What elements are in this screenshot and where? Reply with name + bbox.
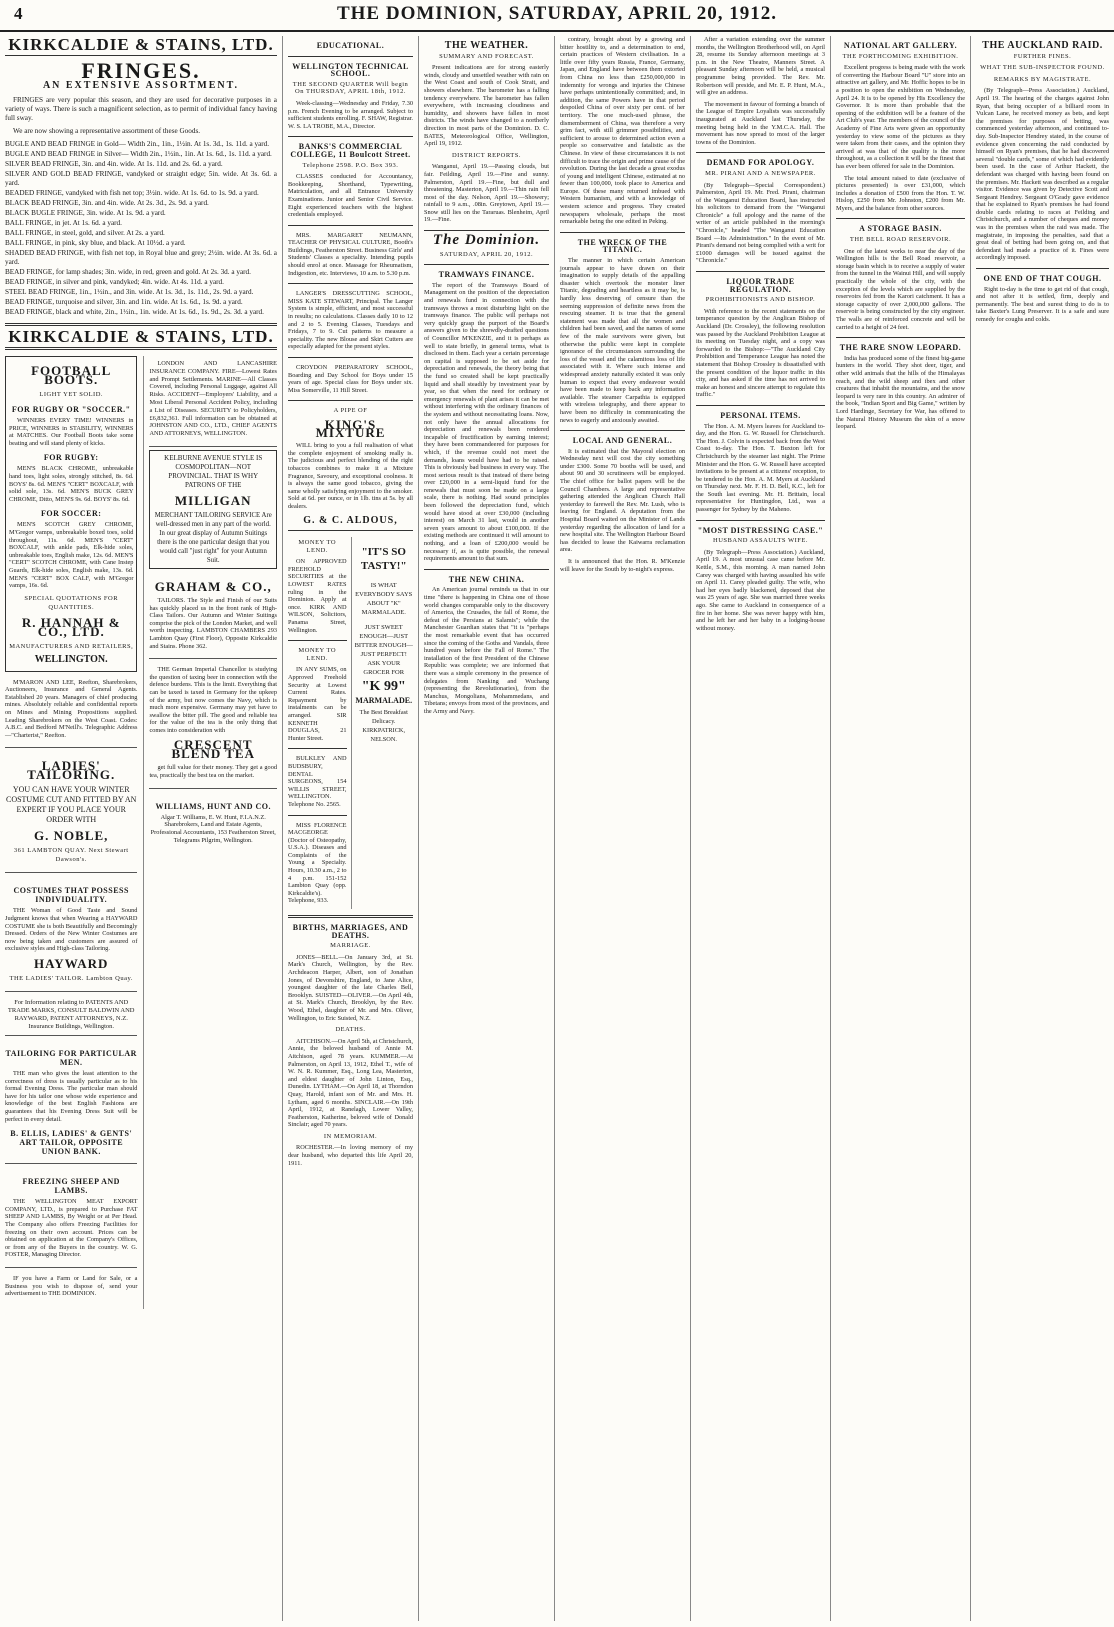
page-number: 4 (14, 4, 23, 23)
deaths-title: DEATHS. (335, 1026, 366, 1034)
tasty-text-2: JUST SWEET ENOUGH—JUST BITTER ENOUGH—JUST PERFECT! ASK YOUR GROCER FOR (354, 624, 413, 677)
raid-text: (By Telegraph—Press Association.) Auckland, April 19. The hearing of the charges against John Ryan, that being occupier of a billiard room in Vulcan Lane, he received money as bets, and kept the premises for purposes of betting, was commenced yesterday afternoon, and continued to-day. Sub-Inspector Hendrey stated, in the course of evidence given concerning the raid conducted by himself on Ryan's premises, that he had discovered several "double cards," some of which had evidently been used. In the case of Arthur Hackett, the defendant was charged with having been found on the premises. Mr. Hackett was described as a regular visitor. Evidence was given by Detective Scott and Sergeant Hendrey. Sergeant O'Grady gave evidence that he explained to Ryan's premises he had found double cards relating to races at Feilding and Christchurch, and a number of cheques and money was in the premises when the raid was made. The magistrate, in imposing the penalties, said that a great deal of betting had been going on, and that defendant had made a practice of it. Fines were accordingly imposed. (976, 87, 1109, 262)
raid-subtitle-1: FURTHER FINES. (1013, 52, 1072, 60)
storage-title: A STORAGE BASIN. (859, 224, 942, 234)
tailoring-text: THE man who gives the least attention to the correctness of dress is usually particular as to his formal Evening Dress. The particular man should have for his tailor one whose wide experience and knowledge of the best English Fashions are guarantees that his Evening Dress Suit will be perfect in every detail. (5, 1070, 138, 1123)
titanic-text: The manner in which certain American journals appear to have drawn on their imagination to supply details of the appalling disaster which overtook the monster liner Titanic, degrading and heartless as it may be, is hardly less deserving of censure than the seeming suppression of definite news from the rescuing steamer. It is true that the general statement was made that all the women and children had been saved, and the names of some few of the male survivors were given, but otherwise the public were kept in complete ignorance of the circumstances surrounding the loss of the vessel and the calamitous loss of life associated with it. Where such intense and widespread anxiety naturally existed it was only human to expect that every endeavour would have been made to keep back any information available. The steamer Carpathia is equipped with wireless telegraphy, and there appear to have been no difficulty in communicating the news to eagerly and anxiously awaited. (560, 257, 685, 424)
raid-subtitle-2: WHAT THE SUB-INSPECTOR FOUND. (980, 64, 1105, 72)
graham-ad (149, 572, 277, 659)
memoriam-text: ROCHESTER.—In loving memory of my dear husband, who departed this life April 20, 1911. (288, 1144, 413, 1167)
rugby-text: MEN'S BLACK CHROME, unbreakable hand toes, light soles, strongly stitched, 8s. 6d. BOYS' 8s. 6d. MEN'S "CERT" BOXCALF, with solid sole, 13s. 6d. MEN'S BUCK GREY CHROME, Ditto, MEN'S 9s. 6d. BOYS' 8s. 6d. (9, 465, 134, 503)
ad-subcolumn-left (5, 356, 137, 1309)
fringes-intro: FRINGES are very popular this season, and they are used for decorative purposes in a variety of ways. There is such a magnificent selection, as to permit of individual fancy having full sway. (5, 96, 277, 122)
german-text: THE German Imperial Chancellor is studying the question of taxing beer in connection with the defence burdens. This is the limit. Everything that can be taxed is taxed in Germany for the upkeep of the army, but now comes the Navy, which is much more expensive. Germany may yet have to swallow the bitter pill. The good and reliable tea for the value of the tea is the only thing that comes into consideration with (149, 666, 277, 734)
london-insurance-ad (149, 356, 277, 447)
graham-text: TAILORS. The Style and Finish of our Suits has quickly placed us in the front rank of High-Class Tailors. Our Autumn and Winter Suitings comprise the pick of the London Market, and well worth inspecting. LAMBTON CHAMBERS 293 Lambton Quay (First Floor), Opposite Kirkcaldie and Stains. Phone 362. (149, 596, 277, 650)
column-news-2 (831, 36, 971, 1621)
hannah-name: R. HANNAH & CO., LTD. (21, 614, 121, 639)
local-text-2: It is announced that the Hon. R. M'Kenzie will leave for the South by to-night's express. (560, 558, 685, 573)
football-subtitle: LIGHT YET SOLID. (39, 391, 104, 398)
fringe-item: SHADED BEAD FRINGE, with fish net top, in Royal blue and grey; 2½in. wide. At 3s. 6d. a yard. (5, 249, 277, 266)
district-text: Wanganui, April 19.—Passing clouds, but fair. Feilding, April 19.—Fine and sunny. Palmerston, April 19.—Fine, but dull and threatening. Masterton, April 19.—Thin rain fell most of the day. Nelson, April 19.—Showery; rainfall to 9 a.m., .08in. Greytown, April 19.—Snow still lies on the Tararuas. Blenheim, April 19.—Fine. (424, 163, 549, 224)
gallery-text-2: The total amount raised to date (exclusive of pictures presented) is over £31,000, which includes a donation of £500 from the Hon. T. W. Hislop, £250 from Mr. Johnston, £200 from Mr. Myers, and the balance from other sources. (836, 174, 965, 212)
tramways-text: The report of the Tramways Board of Management on the position of the depreciation and renewals fund in connection with the tramways throws a most disturbing light on the tramways finance. The public will perhaps not very quickly grasp the purport of the Board's answers given to the shrewdly-drafted questions of Councillor M'KENZIE, and it is perhaps as well to state briefly, in general terms, what is disclosed in them. Each year a certain percentage on capital is supposed to be set aside for depreciation and renewals, the theory being that the fund so created shall be kept practically liquid and shall steadily by investment year by year, so that when the need for ordinary or emergency renewals of plant arises it can be met without interfering with the ordinary finances of the system and without necessitating loans. Now, not only have the annual allocations for depreciation and renewals been rendered incapable of fructification by earning interest; they have been commandeered for purposes for which, if the revenue could not meet the demands, loans would have had to be raised. This is obviously bad business in every way. The most serious result is that instead of there being over £20,000 in a semi-liquid fund for the renewals that must soon be made on a large scale, there is nothing. Had sound principles been followed the depreciation fund, which would have stood at over £30,000 (including interest) on March 31 last, would in another seven years amount to about £100,000. If the existing methods are continued it will amount to nothing, and a loan of £200,000 would be necessary if, as is quite possible, the renewal requirements amount to that sum. (424, 281, 549, 563)
k99-label: "K 99" (361, 679, 406, 695)
gallery-title: NATIONAL ART GALLERY. (843, 41, 958, 50)
milligan-ad (149, 450, 277, 569)
league-text: The movement in favour of forming a branch of the League of Empire Loyalists was successfully inaugurated at Auckland last Thursday, the meeting being held in the Y.M.C.A. Hall. The movement has now spread to most of the larger towns of the Dominion. (696, 100, 825, 146)
milligan-text: MERCHANT TAILORING SERVICE Are well-dressed men in any part of the world. In our great display of Autumn Suitings there is the one particular design that you would call "just right" for your Autumn Suit. (154, 511, 272, 564)
fringes-showing: We are now showing a representative assortment of these Goods. (13, 127, 201, 135)
football-ad (5, 356, 137, 672)
williams-name: WILLIAMS, HUNT AND CO. (155, 801, 271, 811)
freezing-ad (5, 1167, 137, 1268)
fringe-item: BEAD FRINGE, in silver and pink, vandyked; 4in. wide. At 4s. 11d. a yard. (5, 278, 224, 286)
column-editorial (419, 36, 555, 1621)
dominion-logo: The Dominion. (432, 232, 541, 249)
personal-text: The Hon. A. M. Myers leaves for Auckland to-day, and the Hon. G. W. Russell for Christchurch. The Hon. J. Colvin is expected back from the West Coast to-day. The Hon. T. Buxton left for Christchurch by the steamer last night. The Prime Minister and the Hon. G. W. Russell have accepted invitations to be present at a citizens' reception, to be tendered to the Hon. A. M. Myers at Auckland on Thursday next. Mr. F. H. D. Bell, K.C., left for the South last evening. Mr. H. Brittain, local representative for Huntingdon, Ltd., was a passenger for Sydney by the Maheno. (696, 422, 825, 514)
fringe-item: BALL FRINGE, in jet. At 1s. 6d. a yard. (5, 219, 122, 227)
weather-subtitle: SUMMARY AND FORECAST. (439, 52, 534, 60)
distressing-text: (By Telegraph—Press Association.) Auckland, April 19. A most unusual case came before Mr. Kettle, S.M., this morning. A man named John Carey was charged with having assaulted his wife on April 11. Carey pleaded guilty. The wife, who had her eyes badly blackened, deposed that she was 25 years of age. She was married three weeks ago. She came to Auckland in consequence of a fire in her home. She was never happy with him, and he left her and her baby in a lodging-house without money. (696, 548, 825, 632)
money2-title: MONEY TO LEND. (298, 647, 337, 662)
raid-title: THE AUCKLAND RAID. (982, 40, 1103, 51)
football-for: FOR RUGBY OR "SOCCER." (11, 405, 131, 414)
ad-subcolumn-right (143, 356, 277, 1309)
fringe-item: BLACK BUGLE FRINGE, 3in. wide. At 1s. 9d. a yard. (5, 209, 166, 217)
ladies-tailoring-ad (5, 751, 137, 873)
snow-text: India has produced some of the finest big-game hunters in the world. They shot deer, tiger, and other wild animals that the hills of the Himalayas reach, and the wild sheep and ibex and other creatures that inhabit the mountains, and the snow leopard is very rare in this country. An admirer of the book, "Indian Sport and Big Game," written by Lord Hardinge, Secretary for War, has offered to the Natural History Museum the skin of a snow leopard. (836, 354, 965, 431)
fringes-title: FRINGES. (81, 58, 201, 83)
costumes-text: THE Woman of Good Taste and Sound Judgment knows that when Wearing a HAYWARD COSTUME she is both Beautifully and Becomingly Dressed. Orders of the New Winter Costumes are now being taken and customers are assured of exclusive styles and High-class Tailoring. (5, 907, 138, 953)
col2-left-ads (288, 537, 347, 909)
crescent-tea-ad (149, 662, 277, 789)
tailoring-title: TAILORING FOR PARTICULAR MEN. (5, 1049, 137, 1067)
distressing-title: "MOST DISTRESSING CASE." (697, 525, 824, 535)
kings-mixture: KING'S MIXTURE (315, 416, 386, 440)
graham-name: GRAHAM & CO., (154, 578, 272, 594)
newchina-title: THE NEW CHINA. (448, 574, 525, 584)
ladies-title: LADIES' TAILORING. (27, 758, 116, 783)
personal-title: PERSONAL ITEMS. (720, 410, 801, 420)
storage-subtitle: THE BELL ROAD RESERVOIR. (849, 236, 952, 244)
marriage-title: MARRIAGE. (330, 942, 371, 950)
money1-text: ON APPROVED FREEHOLD SECURITIES at the LOWEST RATES ruling in the Dominion. Apply at once. KIRK AND WILSON, Solicitors, Panama Street, Wellington. (288, 558, 347, 634)
costumes-title: COSTUMES THAT POSSESS INDIVIDUALITY. (13, 886, 129, 905)
demand-subtitle: MR. PIRANI AND A NEWSPAPER. (705, 169, 816, 177)
tech-school: WELLINGTON TECHNICAL SCHOOL. (292, 61, 409, 79)
local-title: LOCAL AND GENERAL. (572, 436, 673, 446)
tech-text: Week-classing—Wednesday and Friday, 7.30 p.m. French Evening to be arranged. Subject to sufficient students enrolling. F. SHAW, Registrar. W. S. LA TROBE, M.A., Director. (288, 99, 413, 130)
column-news-3 (971, 36, 1114, 1621)
ladies-text: YOU CAN HAVE YOUR WINTER COSTUME CUT AND FITTED BY AN EXPERT IF YOU PLACE YOUR ORDER WITH (5, 785, 137, 825)
fringe-item: BALL FRINGE, in pink, sky blue, and black. At 10½d. a yard. (5, 239, 186, 247)
farm-text: IF you have a Farm or Land for Sale, or a Business you wish to dispose of, send your advertisement to THE DOMINION. (5, 1274, 138, 1298)
column-editorial-2 (555, 36, 691, 1621)
weather-title: THE WEATHER. (444, 40, 529, 51)
fringe-item: BEAD FRINGE, turquoise and silver, 3in. and 1in. wide. At 1s. 6d., 1s. 9d. a yard. (5, 298, 243, 306)
aldous-name: G. & C. ALDOUS, (303, 514, 398, 526)
gallery-text: Excellent progress is being made with the work of converting the Harbour Board "U" store into an attractive art gallery, and Mr. Hoffic hopes to be in a position to open the exhibition on Wednesday, April 24. It is to be opened by His Excellency the Governor. It is more than probable that the opening of the exhibition will be a feature of the Art Club's year. The members of the council of the Academy of Fine Arts were given an opportunity yesterday to view some of the pictures as they were taken from their cases, and the opinion they arrived at was that of the quality is the more throughout, as a collection it will be the finest that has ever been offered for sale in the Dominion. (836, 64, 965, 170)
noble-name: G. NOBLE, (34, 828, 109, 844)
hannah-sub: MANUFACTURERS AND RETAILERS, (9, 642, 134, 650)
maron-text: M'MARON AND LEE, Reefton, Sharebrokers, Auctioneers, Insurance and General Agents. Established 20 years. Managers of chief producing mines. Absolutely reliable and confidential reports on Mines and Mining Propositions supplied. Leading Sharebrokers on the West Coast. Codes: A.B.C. and Bedford M'Neill's. Telegraphic Address—"Charterist," Reefton. (5, 678, 138, 739)
cough-title: ONE END OF THAT COUGH. (983, 274, 1102, 284)
banks-phone: Telephone 2598. P.O. Box 393. (302, 161, 399, 169)
hayward-sub: THE LADIES' TAILOR. Lambton Quay. (9, 975, 133, 982)
marriage-text: JONES—BELL.—On January 3rd, at St. Mark's Church, Wellington, by the Rev. Archdeacon Harper, Albert, son of Jonathan Jones, of Devonshire, England, to Jane Alice, youngest daughter of the late Charles Bell, Brooklyn. SUISTED—OLIVER.—On April 4th, at St. Mark's Church, Brooklyn, by the Rev. Wood, Ethel, daughter of Mr. and Mrs. Oliver, Wellington, to Eric Suisted, N.Z. (288, 953, 413, 1022)
noble-address: 361 LAMBTON QUAY. Next Stewart Dawson's. (13, 847, 129, 864)
distressing-subtitle: HUSBAND ASSAULTS WIFE. (713, 537, 808, 545)
storage-text: One of the latest works to near the day of the Wellington hills is the Bell Road reservoir, a storage basin which is to receive a supply of water from the tunnel in the Wainui Hill, and will supply practically the whole of the city, with the exception of the levels which are supplied by the reservoirs fed from the Karori catchment. It has a storage capacity of over 2,000,000 gallons. The reservoir is being constructed by the city engineer. The walls are of reinforced concrete and will be carried to a height of 24 feet. (836, 247, 965, 331)
column-educational (283, 36, 419, 1621)
farm-ad (5, 1271, 137, 1306)
tasty-headline: "IT'S SO TASTY!" (360, 546, 407, 573)
croydon-text: CROYDON PREPARATORY SCHOOL, Boarding and Day School for Boys under 15 years of age. Special class for Boys under six. Miss Somerville, 11 Hill Street. (288, 364, 413, 394)
marmalade-ad (351, 537, 414, 909)
newspaper-title: THE DOMINION, SATURDAY, APRIL 20, 1912. (336, 3, 777, 24)
langer-text: LANGER'S DRESSCUTTING SCHOOL, MISS KATE STEWART, Principal. The Langer System is simple, efficient, and most successful in results; no calculations. Classes daily 10 to 12 and 2 to 5. Evening Classes, Tuesdays and Fridays, 7 to 9. Cut patterns to measure a speciality. The new Blouse and Skirt Cutters are especially adapted for the present styles. (288, 290, 413, 351)
fringe-item: BEAD FRINGE, for lamp shades; 3in. wide, in red, green and gold. At 2s. 3d. a yard. (5, 268, 251, 276)
second-quarter: THE SECOND QUARTER Will begin On THURSDAY, APRIL 18th, 1912. (292, 80, 409, 96)
weather-text: Present indications are for strong easterly winds, cloudy and unsettled weather with rain on the West Coast and south of Cook Strait, and showers elsewhere. The barometer has a falling tendency everywhere. The barometer has fallen everywhere, with increasing cloudiness and humidity, and showers have fallen in most districts. The winds have changed to a northerly direction in most parts of the Dominion. D. C. BATES, Meteorological Office, Wellington, April 19, 1912. (424, 64, 549, 148)
titanic-title: THE WRECK OF THE TITANIC. (577, 237, 668, 255)
pipe-title: A PIPE OF (333, 407, 368, 415)
snow-title: THE RARE SNOW LEOPARD. (839, 343, 962, 353)
fringe-item: STEEL BEAD FRINGE, 1in., 1½in., and 3in. wide. At 1s. 3d., 1s. 11d., 2s. 9d. a yard. (5, 288, 254, 296)
fringe-item: BUGLE AND BEAD FRINGE in Gold— Width 2in., 1in., 1½in. At 1s. 3d., 1s. 11d. a yard. (5, 140, 270, 148)
for-soccer-heading: FOR SOCCER: (41, 509, 102, 519)
tailoring-ad (5, 1039, 137, 1164)
money1-title: MONEY TO LEND. (298, 539, 337, 554)
fringe-item: BLACK BEAD FRINGE, 3in. and 4in. wide. At 2s. 3d., 2s. 9d. a yard. (5, 199, 209, 207)
masthead (0, 0, 1114, 32)
column-news (691, 36, 831, 1621)
tasty-text: IS WHAT EVERYBODY SAYS ABOUT "K" MARMALADE. (355, 582, 413, 617)
neumann-text: MRS. MARGARET NEUMANN, TEACHER OF PHYSICAL CULTURE, Booth's Buildings, Featherston Street. Business Girls' and Students' Classes a speciality. Intending pupils should enrol at once. Massage for Rheumatism, Indigestion, etc. Interviews, 10 a.m. to 5.30 p.m. (288, 231, 413, 277)
column-advertisements (0, 36, 283, 1621)
bulkley-text: BULKLEY AND BUDSBURY, DENTAL SURGEONS, 154 WILLIS STREET, WELLINGTON. Telephone No. 2565. (288, 755, 347, 808)
brotherhood-text: After a variation extending over the summer months, the Wellington Brotherhood will, on April 28, resume its Sunday afternoon meetings at 3 p.m. in the New Theatre, Manners Street. A pleasant Sunday afternoon will be held, a musical programme being provided. The Rev. Mr. Robertson will preside, and Mr. E. P. Hunt, M.A., will give an address. (696, 36, 825, 97)
special-quotations: SPECIAL QUOTATIONS FOR QUANTITIES. (24, 594, 119, 611)
local-text: It is estimated that the Mayoral election on Wednesday next will cost the city something under £300. Some 70 booths will be used, and about 90 and 30 scrutineers will be employed. The chief office for ballot papers will be the Council Chambers. A large and representative gathering attended the Anglican Church Hall yesterday to farewell the Rev. Mr. Lush, who is leaving for England. A deputation from the Hospital Board waited on the Minister of Lands yesterday regarding the allocation of land for a new hospital site. The Wellington Harbour Board has decided to lease the Kaiwarra reclamation area. (560, 447, 685, 554)
crescent-name: CRESCENT BLEND TEA (171, 737, 255, 762)
fringe-item: SILVER AND GOLD BEAD FRINGE, vandyked or straight edge; 5in. wide. At 3s. 6d. a yard. (5, 170, 277, 187)
china-continued: contrary, brought about by a growing and bitter hostility to, and a determination to end, certain practices of Western civilisation. In a little over fifty years Russia, France, Germany, Japan, and England have between them extorted from China no less than £250,000,000 in indemnity for wrongs and injuries the Chinese have perhaps unintentionally committed; and, in addition, the same Powers have in that period despoiled China of over sixty per cent. of her territory. The one much-used phrase, the dismemberment of China, was therefore a very grim fact, with still grimmer possibilities, and sufficient to arouse to determined action even a people so conservative and fatalistic as the Chinese. In view of these circumstances it is not difficult to trace the origin and prime cause of the revolution. During the last decade a great exodus of young and intelligent Chinese, estimated at no fewer than 100,000, took place to America and Europe. Of these many returned imbued with Western humanism, and with a knowledge of western science and progress. They created newspapers wholesale, perhaps the most remarkable being the one edited in Peking. (560, 36, 685, 226)
fringe-item: BUGLE AND BEAD FRINGE in Silver— Width 2in., 1½in., 1in. At 1s. 6d., 1s. 11d. a yard. (5, 150, 272, 158)
hayward-ad (5, 876, 137, 992)
crescent-text: get full value for their money. They get a good tea, practically the best tea on the market. (149, 764, 277, 780)
district-title: DISTRICT REPORTS. (451, 151, 522, 159)
hayward-name: HAYWARD (34, 956, 109, 971)
freezing-title: FREEZING SHEEP AND LAMBS. (22, 1177, 120, 1196)
fringe-price-list (5, 140, 277, 317)
williams-text: Algar T. Williams, E. W. Hunt, F.I.A.N.Z. Sharebrokers, Land and Estate Agents, Professional Accountants, 153 Featherston Street, Telegrams Pilgrim, Wellington. (150, 813, 276, 845)
football-intro: WINNERS EVERY TIME! WINNERS in PRICE, WINNERS in STABILITY, WINNERS at MATCHES. Our Football Boots take some beating and will stand plenty of kicks. (9, 417, 134, 447)
london-text: LONDON AND LANCASHIRE INSURANCE COMPANY. FIRE—Lowest Rates and Prompt Settlements. MARINE—All Classes Covered, including Personal Luggage, against All Risks. ACCIDENT—Employers' Liability, and a Most Liberal Personal Accident Policy, including a List of Diseases. SECURITY to Policyholders, £6,832,361. Full information can be obtained at JOHNSTON AND CO., LTD., CHIEF AGENTS AND ATTORNEYS, WELLINGTON. (149, 360, 277, 438)
dominion-date: SATURDAY, APRIL 20, 1912. (439, 250, 534, 258)
liquor-title: LIQUOR TRADE REGULATION. (726, 277, 795, 294)
hannah-city: WELLINGTON. (34, 653, 108, 665)
banks-title: BANKS'S COMMERCIAL COLLEGE, 11 Boulcott Street. (290, 142, 411, 159)
fringe-item: BALL FRINGE, in steel, gold, and silver. At 2s. a yard. (5, 229, 165, 237)
for-rugby-heading: FOR RUGBY: (43, 453, 99, 463)
educational-title: EDUCATIONAL. (316, 41, 385, 50)
banks-text: CLASSES conducted for Accountancy, Bookkeeping, Shorthand, Typewriting, Matriculation, and all Entrance University Examinations. Junior and Senior Civil Service. Eight experienced teachers with the highest credentials employed. (288, 173, 413, 219)
fringe-item: BEAD FRINGE, black and white, 2in., 1½in., 1in. wide. At 1s. 6d., 1s. 9d., 2s. 3d. a yard. (5, 308, 264, 316)
fringe-item: SILVER BEAD FRINGE, 3in. and 4in. wide. At 1s. 11d. and 2s. 6d. a yard. (5, 160, 223, 168)
demand-text: (By Telegraph—Special Correspondent.) Palmerston, April 19. Mr. Fred. Pirani, chairman of the Wanganui Education Board, has instructed his solicitors to demand from the "Wanganui Chronicle" a full apology and the name of the writer of an article published in the morning's "Chronicle," headed "The Wanganui Education Board —Its Administration." In the event of Mr. Pirani's demand not being complied with a writ for £1000 damages will be issued against the "Chronicle." (696, 181, 825, 265)
kings-text: WILL bring to you a full realisation of what the complete enjoyment of smoking really is. The judicious and perfect blending of the right tobaccos combines to make it a Mixture Fragrance, Savoury, and exceptional coolness. It is always the same good tobacco, giving the same wholly satisfying enjoyment to the smoker. Sold at 6d. per ounce, or in 1lb. tins at 5s. by all dealers. (288, 442, 413, 510)
williams-ad (149, 792, 277, 849)
gallery-subtitle: THE FORTHCOMING EXHIBITION. (842, 52, 959, 60)
births-title: BIRTHS, MARRIAGES, AND DEATHS. (292, 923, 409, 940)
deaths-text: AITCHISON.—On April 5th, at Christchurch, Annie, the beloved husband of Annie M. Aitchison, aged 78 years. KUMMER.—At Palmerston, on April 13, 1912, Ethel T., wife of W. N. R. Kummer, Esq., Long Lea, Masterton, and eldest daughter of John Linton, Esq., Dunedin. LYTHAM.—On April 18, at Thorndon Quay, Harold, infant son of Mr. and Mrs. H. Lytham, aged 6 months. SINCLAIR.—On 19th April, 1912, at Ranelagh, Lower Valley, Featherston, Katherine, beloved wife of Donald Sinclair; aged 70 years. (288, 1037, 414, 1129)
firm-heading: KIRKCALDIE & STAINS, LTD. (8, 36, 274, 54)
firm-heading-2: KIRKCALDIE & STAINS, LTD. (8, 327, 274, 346)
cough-text: Right to-day is the time to get rid of that cough, and not after it is settled, firm, deeply and permanently. The best and surest thing to do is to take Baxter's Lung Preserver. It is a safe and sure remedy for coughs and colds. (976, 285, 1109, 323)
football-title: FOOTBALL BOOTS. (31, 363, 112, 387)
fringe-item: BEADED FRINGE, vandyked with fish net top; 3½in. wide. At 1s. 6d. to 1s. 9d. a yard. (5, 189, 259, 197)
maceorge-text: MISS FLORENCE MACGEORGE (Doctor of Osteopathy, U.S.A.). Diseases and Complaints of the Young a Specialty. Hours, 10.30 a.m., 2 to 4 p.m. 151-152 Lambton Quay (opp. Kirkcaldie's). Telephone, 933. (288, 821, 347, 905)
ellis-name: B. ELLIS, LADIES' & GENTS' ART TAILOR, OPPOSITE UNION BANK. (10, 1129, 133, 1157)
kelburne-text: KELBURNE AVENUE STYLE IS COSMOPOLITAN—NOT PROVINCIAL. THAT IS WHY PATRONS OF THE (164, 453, 263, 489)
maron-ad (5, 675, 137, 749)
memoriam-title: IN MEMORIAM. (323, 1132, 378, 1140)
liquor-subtitle: PROHIBITIONISTS AND BISHOP. (705, 296, 816, 304)
marmalade-label: MARMALADE. (355, 695, 413, 705)
tramways-title: TRAMWAYS FINANCE. (438, 270, 535, 280)
liquor-text: With reference to the recent statements on the temperance question by the Anglican Bishop of Auckland (Dr. Crossley), the following resolution was passed by the Auckland Prohibition League at its meeting on Tuesday night, and a copy was forwarded to the Bishop:—"The Auckland City Prohibition and Temperance League has noted the statement that Bishop Crossley is dissatisfied with the present condition of the liquor traffic in this city, and has asked if the time has not arrived to make an honest and sincere attempt to regulate this traffic." (696, 307, 825, 399)
fringes-subtitle: AN EXTENSIVE ASSORTMENT. (42, 80, 240, 91)
soccer-text: MEN'S SCOTCH GREY CHROME, M'Gregor vamps, unbreakable boxed toes, solid throughout, 11s. 6d. MEN'S "CERT" BOXCALF, with ankle pads, Elk-hide soles, unbreakable toes, English make, 12s. 6d. MEN'S "CERT" SCOTCH CHROME, with Cane Instep Guards, Elk-hide soles, English make, 13s. 6d. MEN'S "CERT" BOX CALF, with M'Gregor vamps, 16s. 6d. (9, 521, 134, 590)
milligan-name: MILLIGAN (174, 492, 252, 508)
freezing-text: THE WELLINGTON MEAT EXPORT COMPANY, LTD., is prepared to Purchase FAT SHEEP AND LAMBS, By Weight or at Per Head. The Company also offers Freezing Facilities for freezing on their own account. Prices can be obtained on application at the Company's Offices, or from any of the Buyers in the country. W. G. FOSTER, Managing Director. (5, 1198, 138, 1259)
newchina-text: An American journal reminds us that in our time "there is happening in China one of those world changes comparable only to the discovery of America, the Crusades, the fall of Rome, the defeat of the Persians at Salamis"; while the Manchester Guardian states that "it is "perhaps the most remarkable event that has occurred since the coming of the Goths and Vandals, three hundred years before the Fall of Rome." The installation of the first President of the Chinese Republic was complete; we are informed that there was a simple ceremony in the presence of delegates from Nanking and Wuchang (representing the Revolutionaries), from the Manchus, Mongolians, Mohammedans, and Tibetans; envoys from most of the provinces, and the Army and Navy. (424, 586, 549, 715)
patents-ad (5, 995, 137, 1036)
marmalade-sub: The Best Breakfast Delicacy. KIRKPATRICK, NELSON. (359, 709, 408, 744)
patents-text: For Information relating to PATENTS AND TRADE MARKS, CONSULT BALDWIN AND RAYWARD, PATENT ATTORNEYS, N.Z. Insurance Buildings, Wellington. (7, 999, 135, 1030)
raid-subtitle-3: REMARKS BY MAGISTRATE. (993, 75, 1092, 83)
money2-text: IN ANY SUMS, on Approved Freehold Security at Lowest Current Rates. Repayment by instalments can be arranged. SIR KENNETH DOUGLAS, 21 Hunter Street. (288, 666, 347, 742)
demand-title: DEMAND FOR APOLOGY. (706, 158, 815, 168)
